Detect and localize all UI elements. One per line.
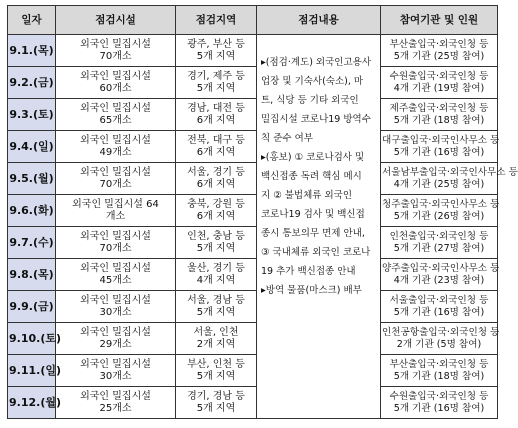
agency-line: 수원출입국·외국인청 등 [389, 390, 489, 402]
agency-cell [381, 259, 498, 291]
facility-cell [56, 67, 176, 99]
facility-line: 외국인 밀집시설 [80, 390, 151, 402]
facility-line: 49개소 [99, 146, 132, 158]
agency-cell [381, 35, 498, 67]
region-cell [176, 259, 257, 291]
agency-line: 5개 기관 (25명 참여) [393, 50, 485, 62]
agency-line: 2개 기관 (5명 참여) [396, 338, 482, 350]
region-cell [176, 387, 257, 419]
agency-cell [381, 163, 518, 195]
facility-cell [56, 227, 176, 259]
facility-line: 70개소 [99, 178, 132, 190]
agency-line: 청주출입국·외국인사무소 등 [382, 198, 500, 210]
agency-cell [381, 291, 498, 323]
agency-cell [381, 131, 498, 163]
region-cell [176, 35, 257, 67]
agency-line: 제주출입국·외국인청 등 [389, 102, 489, 114]
content-line: ③ 국내체류 외국인 코로나 [261, 247, 371, 258]
header-region: 점검지역 [176, 6, 257, 35]
agency-line: 서울출입국·외국인청 등 [389, 294, 489, 306]
facility-line: 외국인 밀집시설 [80, 70, 151, 82]
facility-cell [56, 163, 176, 195]
facility-line: 25개소 [99, 402, 132, 414]
table-row [8, 291, 498, 323]
agency-line: 4개 기관 (19명 참여) [393, 82, 485, 94]
region-line: 전북, 대구 등 [187, 134, 245, 146]
facility-line: 외국인 밀집시설 [80, 102, 151, 114]
region-cell [176, 67, 257, 99]
date-cell: 9.1.(목) [8, 35, 56, 67]
table-row [8, 163, 498, 195]
facility-line: 외국인 밀집시설 64 [72, 198, 159, 210]
region-cell [176, 99, 257, 131]
agency-line: 인천출입국·외국인청 등 [389, 230, 489, 242]
region-line: 인천, 충남 등 [187, 230, 245, 242]
facility-line: 외국인 밀집시설 [80, 230, 151, 242]
agency-line: 5개 기관 (16명 참여) [393, 402, 485, 414]
facility-line: 30개소 [99, 370, 132, 382]
facility-line: 외국인 밀집시설 [80, 326, 151, 338]
region-line: 경남, 대전 등 [187, 102, 245, 114]
facility-cell [56, 291, 176, 323]
facility-line: 외국인 밀집시설 [80, 262, 151, 274]
table-row [8, 35, 498, 67]
header-date: 일자 [8, 6, 56, 35]
facility-line: 45개소 [99, 274, 132, 286]
region-line: 부산, 인천 등 [187, 358, 245, 370]
content-line: 19 추가 백신접종 안내 [261, 266, 356, 277]
date-cell: 9.7.(수) [8, 227, 56, 259]
region-line: 5개 지역 [196, 50, 236, 62]
date-cell: 9.8.(목) [8, 259, 56, 291]
content-line: 업장 및 기숙사(숙소), 마 [261, 76, 364, 87]
region-cell [176, 163, 257, 195]
table-row [8, 67, 498, 99]
content-line: ▸방역 물품(마스크) 배부 [261, 285, 362, 296]
agency-line: 4개 기관 (25명 참여) [393, 178, 485, 190]
facility-cell [56, 35, 176, 67]
agency-line: 5개 기관 (16명 참여) [393, 306, 485, 318]
agency-line: 4개 기관 (23명 참여) [393, 274, 485, 286]
region-cell [176, 227, 257, 259]
date-cell: 9.2.(금) [8, 67, 56, 99]
content-line: 지 ② 불법체류 외국인 [261, 190, 352, 201]
table-row [8, 355, 498, 387]
region-line: 6개 지역 [196, 178, 236, 190]
region-cell [176, 355, 257, 387]
agency-cell [381, 387, 498, 419]
facility-line: 외국인 밀집시설 [80, 134, 151, 146]
agency-cell [381, 67, 498, 99]
agency-line: 대구출입국·외국인사무소 등 [382, 134, 500, 146]
content-line: 백신접종 독려 핵심 메시 [261, 171, 362, 182]
date-cell: 9.11.(일) [8, 355, 56, 387]
region-line: 5개 지역 [196, 306, 236, 318]
content-line: 코로나19 검사 및 백신접 [261, 209, 365, 220]
region-line: 5개 지역 [196, 402, 236, 414]
inspection-content-cell [257, 35, 381, 419]
table-row [8, 387, 498, 419]
facility-line: 외국인 밀집시설 [80, 38, 151, 50]
date-cell: 9.5.(월) [8, 163, 56, 195]
agency-line: 5개 기관 (27명 참여) [393, 242, 485, 254]
facility-line: 외국인 밀집시설 [80, 294, 151, 306]
facility-cell [56, 195, 176, 227]
region-line: 6개 지역 [196, 114, 236, 126]
table-row [8, 99, 498, 131]
facility-line: 65개소 [99, 114, 132, 126]
table-row [8, 259, 498, 291]
agency-line: 5개 기관 (18명 참여) [393, 370, 485, 382]
agency-line: 부산출입국·외국인청 등 [389, 38, 489, 50]
region-line: 서울, 인천 [193, 326, 239, 338]
date-cell: 9.6.(화) [8, 195, 56, 227]
region-cell [176, 195, 257, 227]
facility-line: 외국인 밀집시설 [80, 166, 151, 178]
region-line: 광주, 부산 등 [187, 38, 245, 50]
agency-cell [381, 323, 498, 355]
facility-line: 29개소 [99, 338, 132, 350]
inspection-schedule-table [7, 5, 518, 419]
date-cell: 9.12.(월) [8, 387, 56, 419]
header-agency: 참여기관 및 인원 [381, 6, 498, 35]
agency-line: 5개 기관 (16명 참여) [393, 146, 485, 158]
region-line: 경기, 경남 등 [187, 390, 245, 402]
agency-line: 수원출입국·외국인청 등 [389, 70, 489, 82]
region-line: 2개 지역 [196, 338, 236, 350]
facility-line: 70개소 [99, 50, 132, 62]
content-line: 종시 통보의무 면제 안내, [261, 228, 365, 239]
facility-cell [56, 355, 176, 387]
region-line: 6개 지역 [196, 146, 236, 158]
facility-line: 60개소 [99, 82, 132, 94]
region-cell [176, 291, 257, 323]
date-cell: 9.9.(금) [8, 291, 56, 323]
agency-cell [381, 195, 498, 227]
content-line: 트, 식당 등 기타 외국인 [261, 95, 359, 106]
region-cell [176, 323, 257, 355]
region-line: 충북, 강원 등 [187, 198, 245, 210]
facility-cell [56, 387, 176, 419]
region-line: 4개 지역 [196, 274, 236, 286]
date-cell: 9.10.(토) [8, 323, 56, 355]
date-cell: 9.3.(토) [8, 99, 56, 131]
agency-line: 5개 기관 (18명 참여) [393, 114, 485, 126]
content-line: ▸(홍보) ① 코로나검사 및 [261, 152, 365, 163]
facility-line: 외국인 밀집시설 [80, 358, 151, 370]
region-cell [176, 131, 257, 163]
header-row [8, 6, 498, 35]
table-row [8, 195, 498, 227]
facility-line: 70개소 [99, 242, 132, 254]
agency-line: 부산출입국·외국인청 등 [389, 358, 489, 370]
facility-line: 30개소 [99, 306, 132, 318]
region-line: 6개 지역 [196, 210, 236, 222]
region-line: 서울, 경남 등 [187, 294, 245, 306]
facility-cell [56, 99, 176, 131]
region-line: 5개 지역 [196, 82, 236, 94]
header-facility: 점검시설 [56, 6, 176, 35]
agency-line: 5개 기관 (26명 참여) [393, 210, 485, 222]
facility-cell [56, 323, 176, 355]
agency-cell [381, 355, 498, 387]
table-row [8, 227, 498, 259]
region-line: 5개 지역 [196, 370, 236, 382]
agency-cell [381, 227, 498, 259]
region-line: 울산, 경기 등 [187, 262, 245, 274]
region-line: 경기, 제주 등 [187, 70, 245, 82]
agency-line: 양주출입국·외국인사무소 등 [382, 262, 500, 274]
region-line: 서울, 경기 등 [187, 166, 245, 178]
table-row [8, 131, 498, 163]
table-row [8, 323, 498, 355]
header-content: 점검내용 [257, 6, 381, 35]
content-line: 칙 준수 여부 [261, 133, 313, 144]
agency-line: 인천공항출입국·외국인청 등 [382, 326, 500, 338]
content-line: 밀집시설 코로나19 방역수 [261, 114, 371, 125]
date-cell: 9.4.(일) [8, 131, 56, 163]
agency-cell [381, 99, 498, 131]
content-line: ▸(점검·계도) 외국인고용사 [261, 57, 371, 68]
facility-line: 개소 [105, 210, 126, 222]
facility-cell [56, 259, 176, 291]
region-line: 5개 지역 [196, 242, 236, 254]
agency-line: 서울남부출입국·외국인사무소 등 [382, 166, 518, 178]
facility-cell [56, 131, 176, 163]
